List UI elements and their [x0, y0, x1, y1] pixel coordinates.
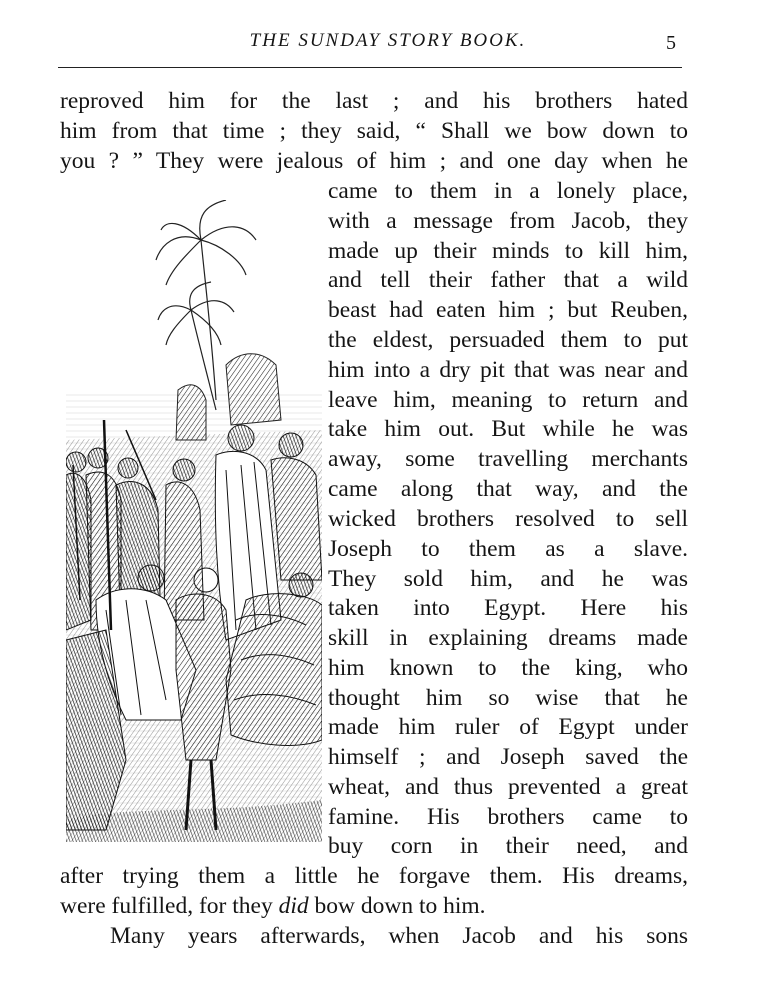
text-run: were fulfilled, for they [60, 893, 279, 919]
text-line: and tell their father that a wild [328, 267, 688, 293]
text-line: buy corn in their need, and [328, 833, 688, 859]
text-run: bow down to him. [308, 893, 486, 919]
text-line: away, some travelling merchants [328, 446, 688, 472]
text-line: the eldest, persuaded them to put [328, 327, 688, 353]
text-line: after trying them a little he forgave them. His dreams, [60, 863, 688, 889]
text-line: skill in explaining dreams made [328, 625, 688, 651]
text-line: wheat, and thus prevented a great [328, 774, 688, 800]
text-line: came along that way, and the [328, 476, 688, 502]
text-line: himself ; and Joseph saved the [328, 744, 688, 770]
text-line: him into a dry pit that was near and [328, 357, 688, 383]
text-line: Joseph to them as a slave. [328, 536, 688, 562]
header-rule [58, 67, 682, 68]
text-line: take him out. But while he was [328, 416, 688, 442]
page-number: 5 [666, 32, 676, 54]
text-line: you ? ” They were jealous of him ; and one day when he [60, 148, 688, 174]
text-line: him known to the king, who [328, 655, 688, 681]
emphasis-did: did [278, 893, 309, 919]
text-line: They sold him, and he was [328, 566, 688, 592]
text-line: thought him so wise that he [328, 685, 688, 711]
text-line: wicked brothers resolved to sell [328, 506, 688, 532]
running-title: THE SUNDAY STORY BOOK. [249, 30, 527, 51]
text-line: made up their minds to kill him, [328, 238, 688, 264]
text-line: him from that time ; they said, “ Shall we bow down to [60, 118, 688, 144]
text-line: Many years afterwards, when Jacob and his sons [110, 923, 688, 949]
text-line: came to them in a lonely place, [328, 178, 688, 204]
text-line: famine. His brothers came to [328, 804, 688, 830]
joseph-sold-engraving-icon [66, 200, 322, 842]
text-line: taken into Egypt. Here his [328, 595, 688, 621]
text-line: reproved him for the last ; and his brothers hated [60, 88, 688, 114]
text-line: beast had eaten him ; but Reuben, [328, 297, 688, 323]
text-line [60, 891, 688, 921]
text-line: leave him, meaning to return and [328, 387, 688, 413]
text-line: with a message from Jacob, they [328, 208, 688, 234]
text-line: made him ruler of Egypt under [328, 714, 688, 740]
